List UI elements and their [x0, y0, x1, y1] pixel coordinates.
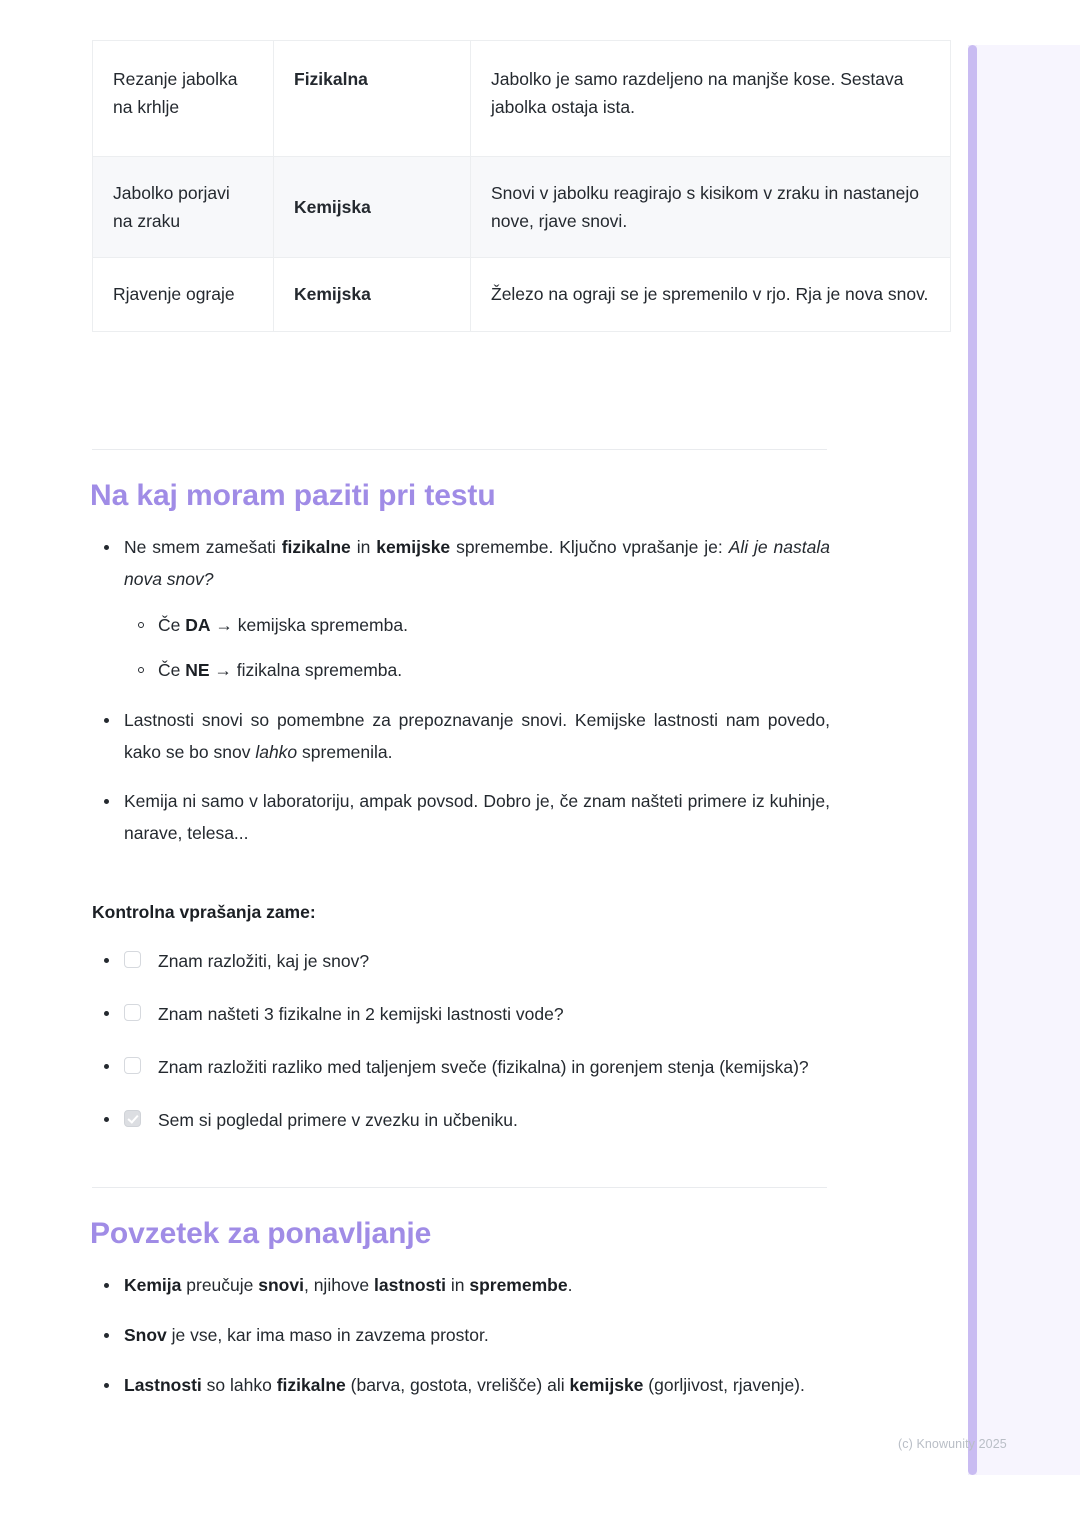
list-item [124, 1270, 830, 1302]
table-row [93, 258, 951, 331]
list-item [124, 999, 830, 1030]
table-row [93, 41, 951, 157]
section-heading-exam: Na kaj moram paziti pri testu [90, 479, 496, 512]
list-item [124, 1052, 830, 1083]
note-text-part: in [350, 537, 377, 557]
checklist-label: Kontrolna vprašanja zame: [92, 902, 316, 922]
note-emphasis: fizikalne [281, 537, 351, 557]
checkbox-checked-icon[interactable] [124, 1110, 141, 1127]
table-cell-type: Kemijska [274, 156, 471, 258]
summary-keyword: spremembe [469, 1275, 568, 1295]
note-text-part: Ne smem zamešati [124, 537, 282, 557]
summary-keyword: snovi [258, 1275, 304, 1295]
condition-sublist [124, 610, 830, 687]
summary-text-part: . [567, 1275, 573, 1295]
summary-text-part: je vse, kar ima maso in zavzema prostor. [166, 1324, 489, 1345]
checkbox-unchecked-icon[interactable] [124, 1057, 141, 1074]
condition-keyword: DA [185, 614, 211, 635]
self-check-list [92, 946, 830, 1137]
summary-text-part: , njihove [303, 1275, 375, 1295]
summary-keyword: Kemija [124, 1275, 182, 1295]
checkbox-unchecked-icon[interactable] [124, 951, 141, 968]
table-cell-explanation: Jabolko je samo razdeljeno na manjše kose. Sestava jabolka ostaja ista. [471, 41, 951, 157]
checklist-item-label: Sem si pogledal primere v zvezku in učbeniku. [158, 1110, 518, 1131]
table-cell-type: Fizikalna [274, 41, 471, 157]
summary-keyword: kemijske [569, 1374, 644, 1395]
checklist-item-label: Znam našteti 3 fizikalne in 2 kemijski lastnosti vode? [158, 1004, 564, 1025]
note-text-part: spremembe. Ključno vprašanje je: [450, 537, 729, 557]
table-cell-change: Rezanje jabolka na krhlje [93, 41, 274, 157]
checklist-block [92, 946, 830, 1137]
summary-keyword: Lastnosti [124, 1374, 202, 1395]
checklist-item-label: Znam razložiti, kaj je snov? [158, 951, 370, 971]
summary-text-part: preučuje [181, 1275, 259, 1295]
condition-keyword: NE [185, 660, 210, 681]
note-italic: lahko [255, 741, 298, 762]
summary-text-part: so lahko [201, 1374, 277, 1395]
right-side-panel [968, 45, 1080, 1475]
changes-table [92, 40, 951, 332]
summary-keyword: fizikalne [276, 1374, 346, 1395]
list-item [124, 1105, 830, 1136]
exam-notes-list [92, 532, 830, 850]
table-row [93, 156, 951, 258]
table-cell-type: Kemijska [274, 258, 471, 331]
checklist-label-block [92, 898, 830, 926]
condition-text-part: → fizikalna sprememba. [209, 660, 403, 681]
section-divider [92, 1187, 827, 1188]
summary-keyword: Snov [124, 1324, 167, 1345]
list-item: Kemija ni samo v laboratoriju, ampak povsod. Dobro je, če znam našteti primere iz kuhinje, narave, telesa... [124, 786, 830, 850]
list-item [124, 1320, 830, 1352]
vertical-scrollbar-thumb[interactable] [968, 45, 977, 1475]
copyright-credit: (c) Knowunity 2025 [898, 1437, 1007, 1451]
table-cell-explanation: Železo na ograji se je spremenilo v rjo. Rja je nova snov. [471, 258, 951, 331]
exam-notes-block [92, 532, 830, 850]
section-heading-summary: Povzetek za ponavljanje [90, 1217, 432, 1250]
table-cell-change: Jabolko porjavi na zraku [93, 156, 274, 258]
note-text-part: spremenila. [297, 741, 393, 762]
summary-keyword: lastnosti [374, 1275, 446, 1295]
list-item [158, 655, 830, 687]
checkbox-unchecked-icon[interactable] [124, 1004, 141, 1021]
section-divider [92, 449, 827, 450]
summary-list [92, 1270, 830, 1402]
summary-text-part: (gorljivost, rjavenje). [643, 1374, 805, 1395]
note-italic: Ali je nastala nova snov? [124, 537, 830, 589]
note-emphasis: kemijske [376, 537, 451, 557]
table-cell-change: Rjavenje ograje [93, 258, 274, 331]
summary-text-part: in [445, 1275, 470, 1295]
condition-text-part: → kemijska sprememba. [210, 614, 408, 635]
table-cell-explanation: Snovi v jabolku reagirajo s kisikom v zraku in nastanejo nove, rjave snovi. [471, 156, 951, 258]
note-text-part: Lastnosti snovi so pomembne za prepoznavanje snovi. Kemijske lastnosti nam povedo, kako se bo snov [124, 709, 830, 762]
checklist-item-label: Znam razložiti razliko med taljenjem sveče (fizikalna) in gorenjem stenja (kemijska)? [158, 1057, 809, 1078]
list-item [124, 946, 830, 977]
list-item [124, 705, 830, 769]
condition-text-part: Če [158, 660, 186, 681]
condition-text-part: Če [158, 614, 186, 635]
list-item [124, 1370, 830, 1402]
summary-text-part: (barva, gostota, vrelišče) ali [345, 1374, 570, 1395]
list-item [124, 532, 830, 687]
list-item [158, 610, 830, 642]
summary-block [92, 1270, 830, 1402]
